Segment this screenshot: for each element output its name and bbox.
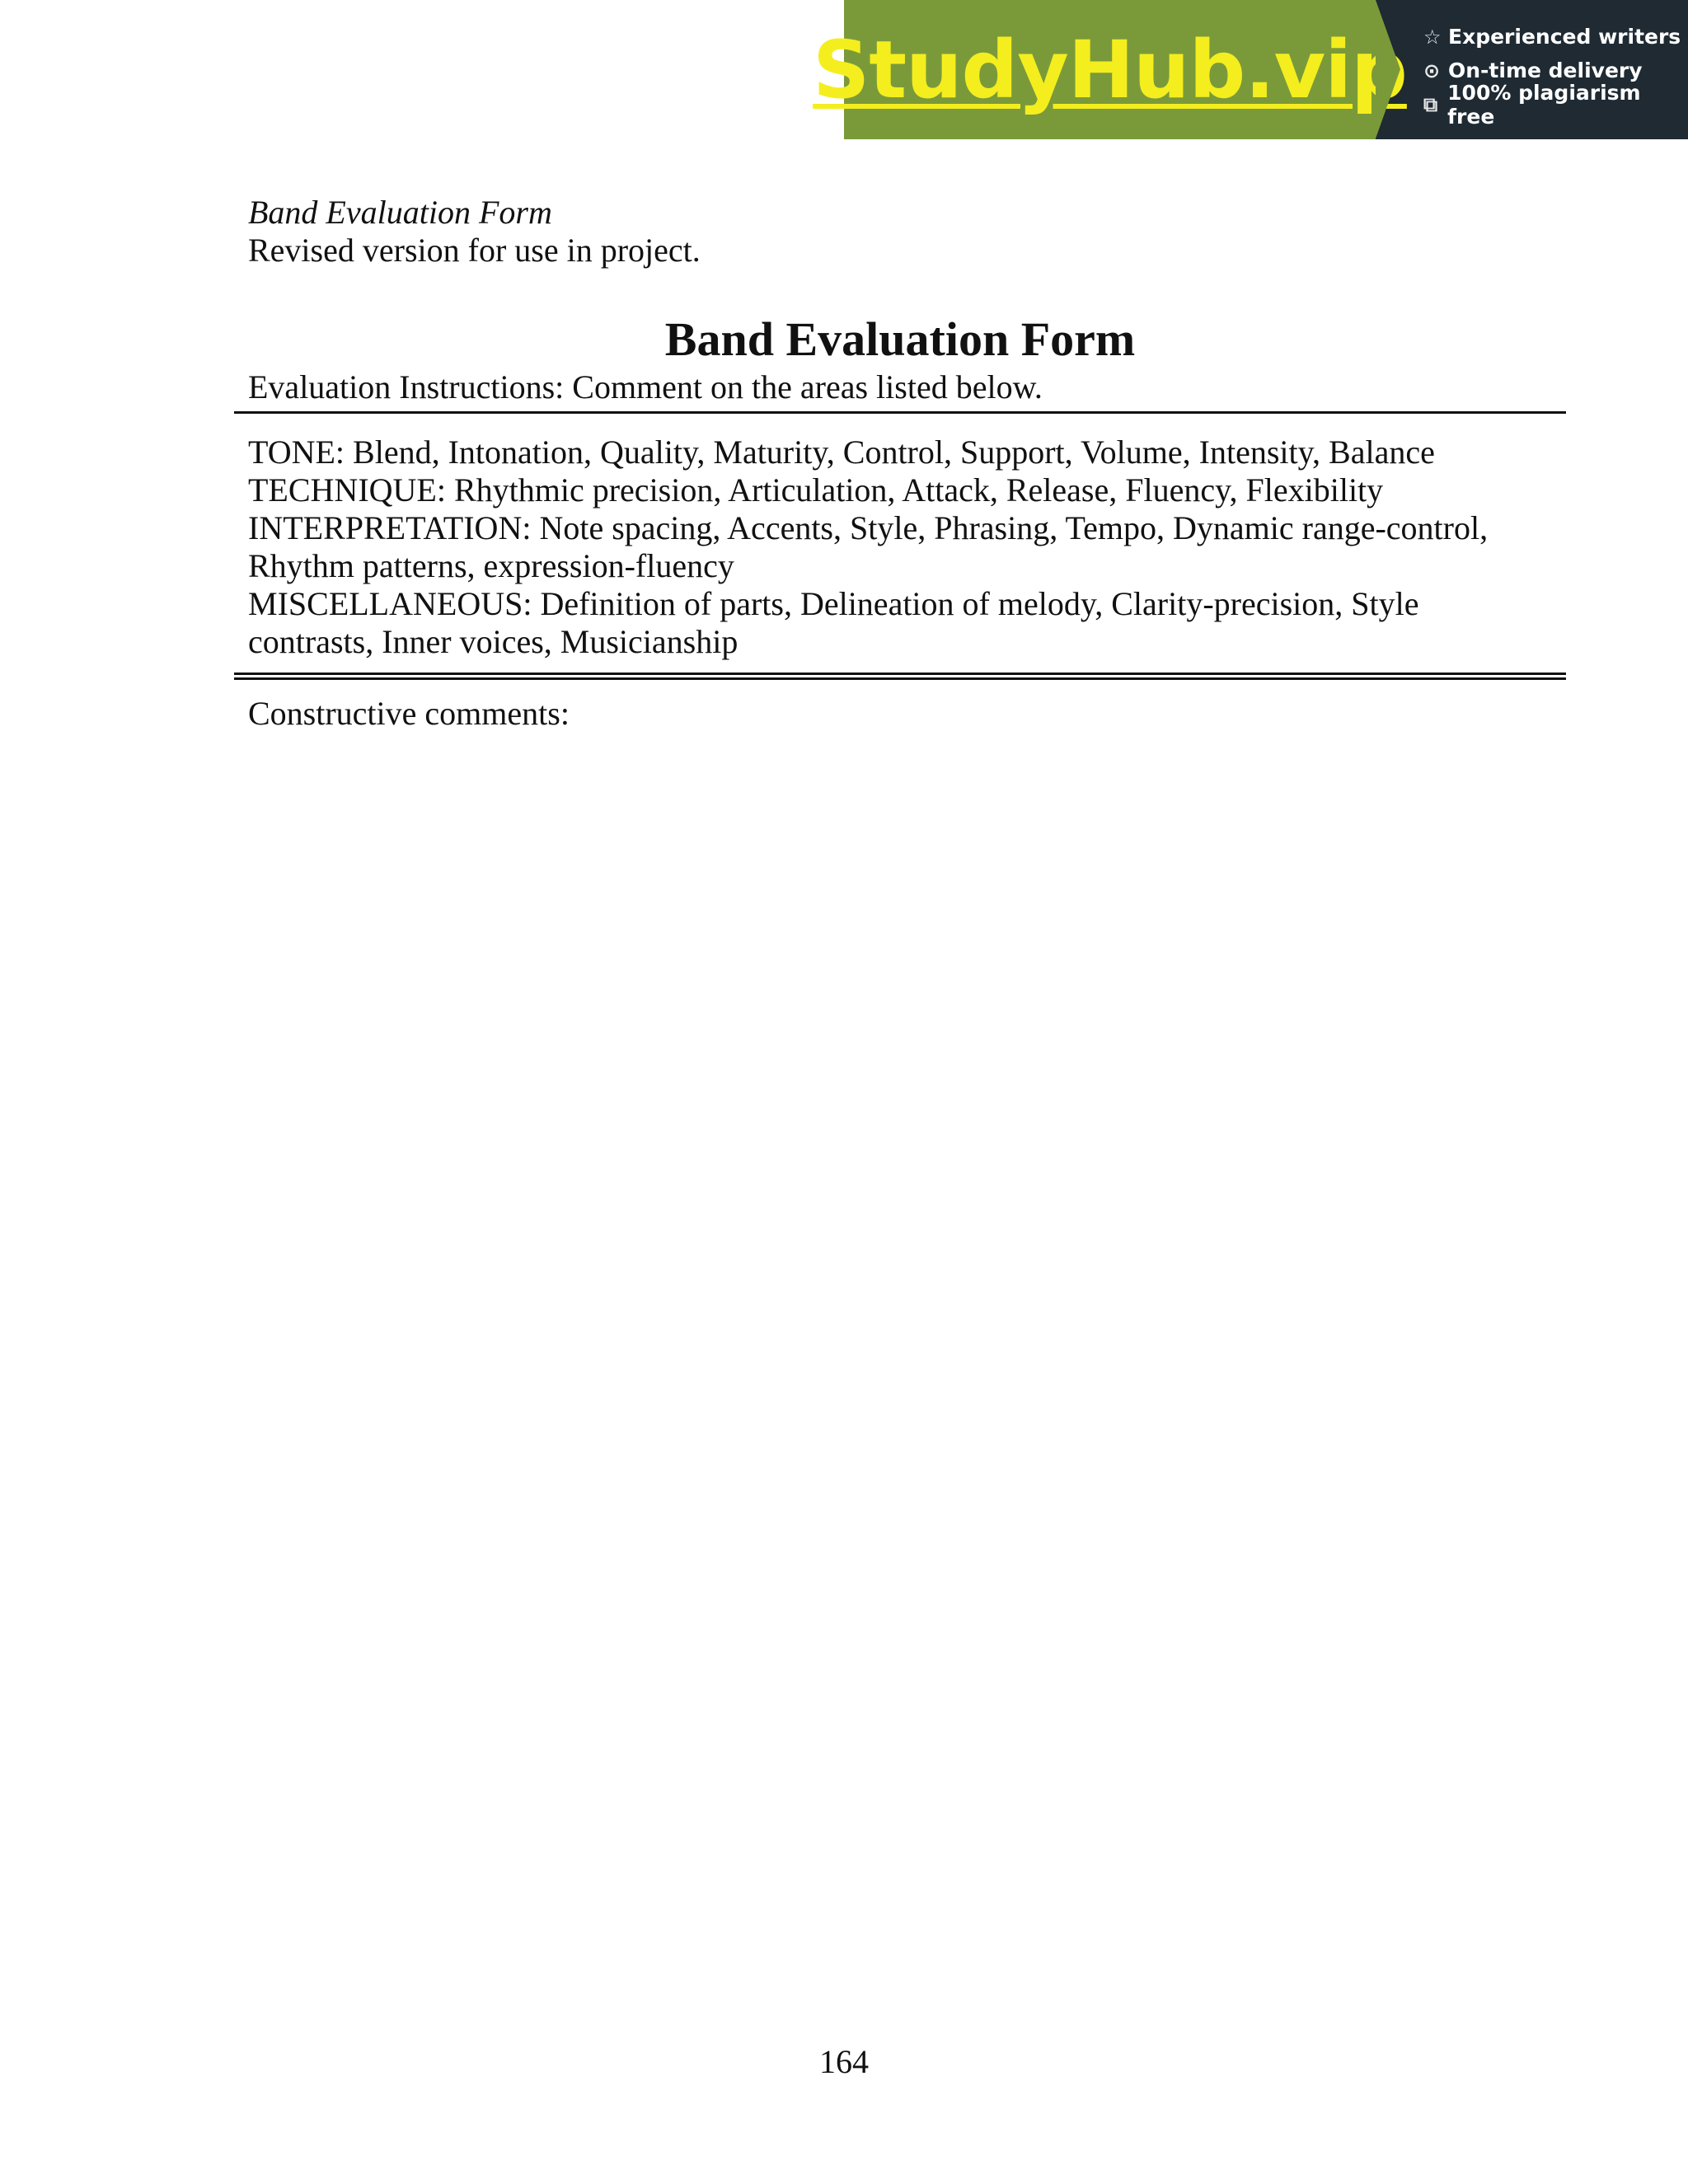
- criteria-interpretation: INTERPRETATION: Note spacing, Accents, Style, Phrasing, Tempo, Dynamic range-control, Rhythm patterns, expression-fluency: [248, 509, 1489, 584]
- constructive-comments-label: Constructive comments:: [248, 695, 570, 732]
- page-number: 164: [819, 2043, 869, 2080]
- double-divider: [234, 673, 1566, 680]
- evaluation-instructions: Evaluation Instructions: Comment on the areas listed below.: [248, 368, 1043, 405]
- criteria-list: [234, 434, 1501, 661]
- header-subtitle: Revised version for use in project.: [248, 232, 701, 269]
- criteria-miscellaneous: MISCELLANEOUS: Definition of parts, Delineation of melody, Clarity-precision, Style contrasts, Inner voices, Musicianship: [248, 585, 1419, 660]
- star-icon: ☆: [1423, 25, 1442, 49]
- criteria-tone: TONE: Blend, Intonation, Quality, Maturity, Control, Support, Volume, Intensity, Balance: [248, 434, 1435, 471]
- feature-list: [1376, 0, 1688, 139]
- feature-label: On-time delivery: [1448, 59, 1643, 82]
- document-page: [234, 194, 1566, 733]
- feature-experienced-writers: [1423, 20, 1688, 54]
- criteria-technique: TECHNIQUE: Rhythmic precision, Articulation, Attack, Release, Fluency, Flexibility: [248, 471, 1384, 509]
- document-header: [234, 194, 1566, 269]
- ad-banner[interactable]: [813, 0, 1688, 139]
- divider: [234, 411, 1566, 414]
- clock-icon: ⊙: [1423, 59, 1441, 82]
- feature-plagiarism-free: [1423, 80, 1688, 129]
- copy-icon: ⧉: [1423, 92, 1438, 116]
- page-title: Band Evaluation Form: [664, 312, 1136, 366]
- header-italic-title: Band Evaluation Form: [248, 194, 552, 231]
- brand-panel[interactable]: [813, 0, 1407, 139]
- brand-logo[interactable]: StudyHub.vip: [813, 23, 1407, 116]
- feature-label: 100% plagiarism free: [1447, 80, 1641, 129]
- feature-label: Experienced writers: [1448, 25, 1681, 49]
